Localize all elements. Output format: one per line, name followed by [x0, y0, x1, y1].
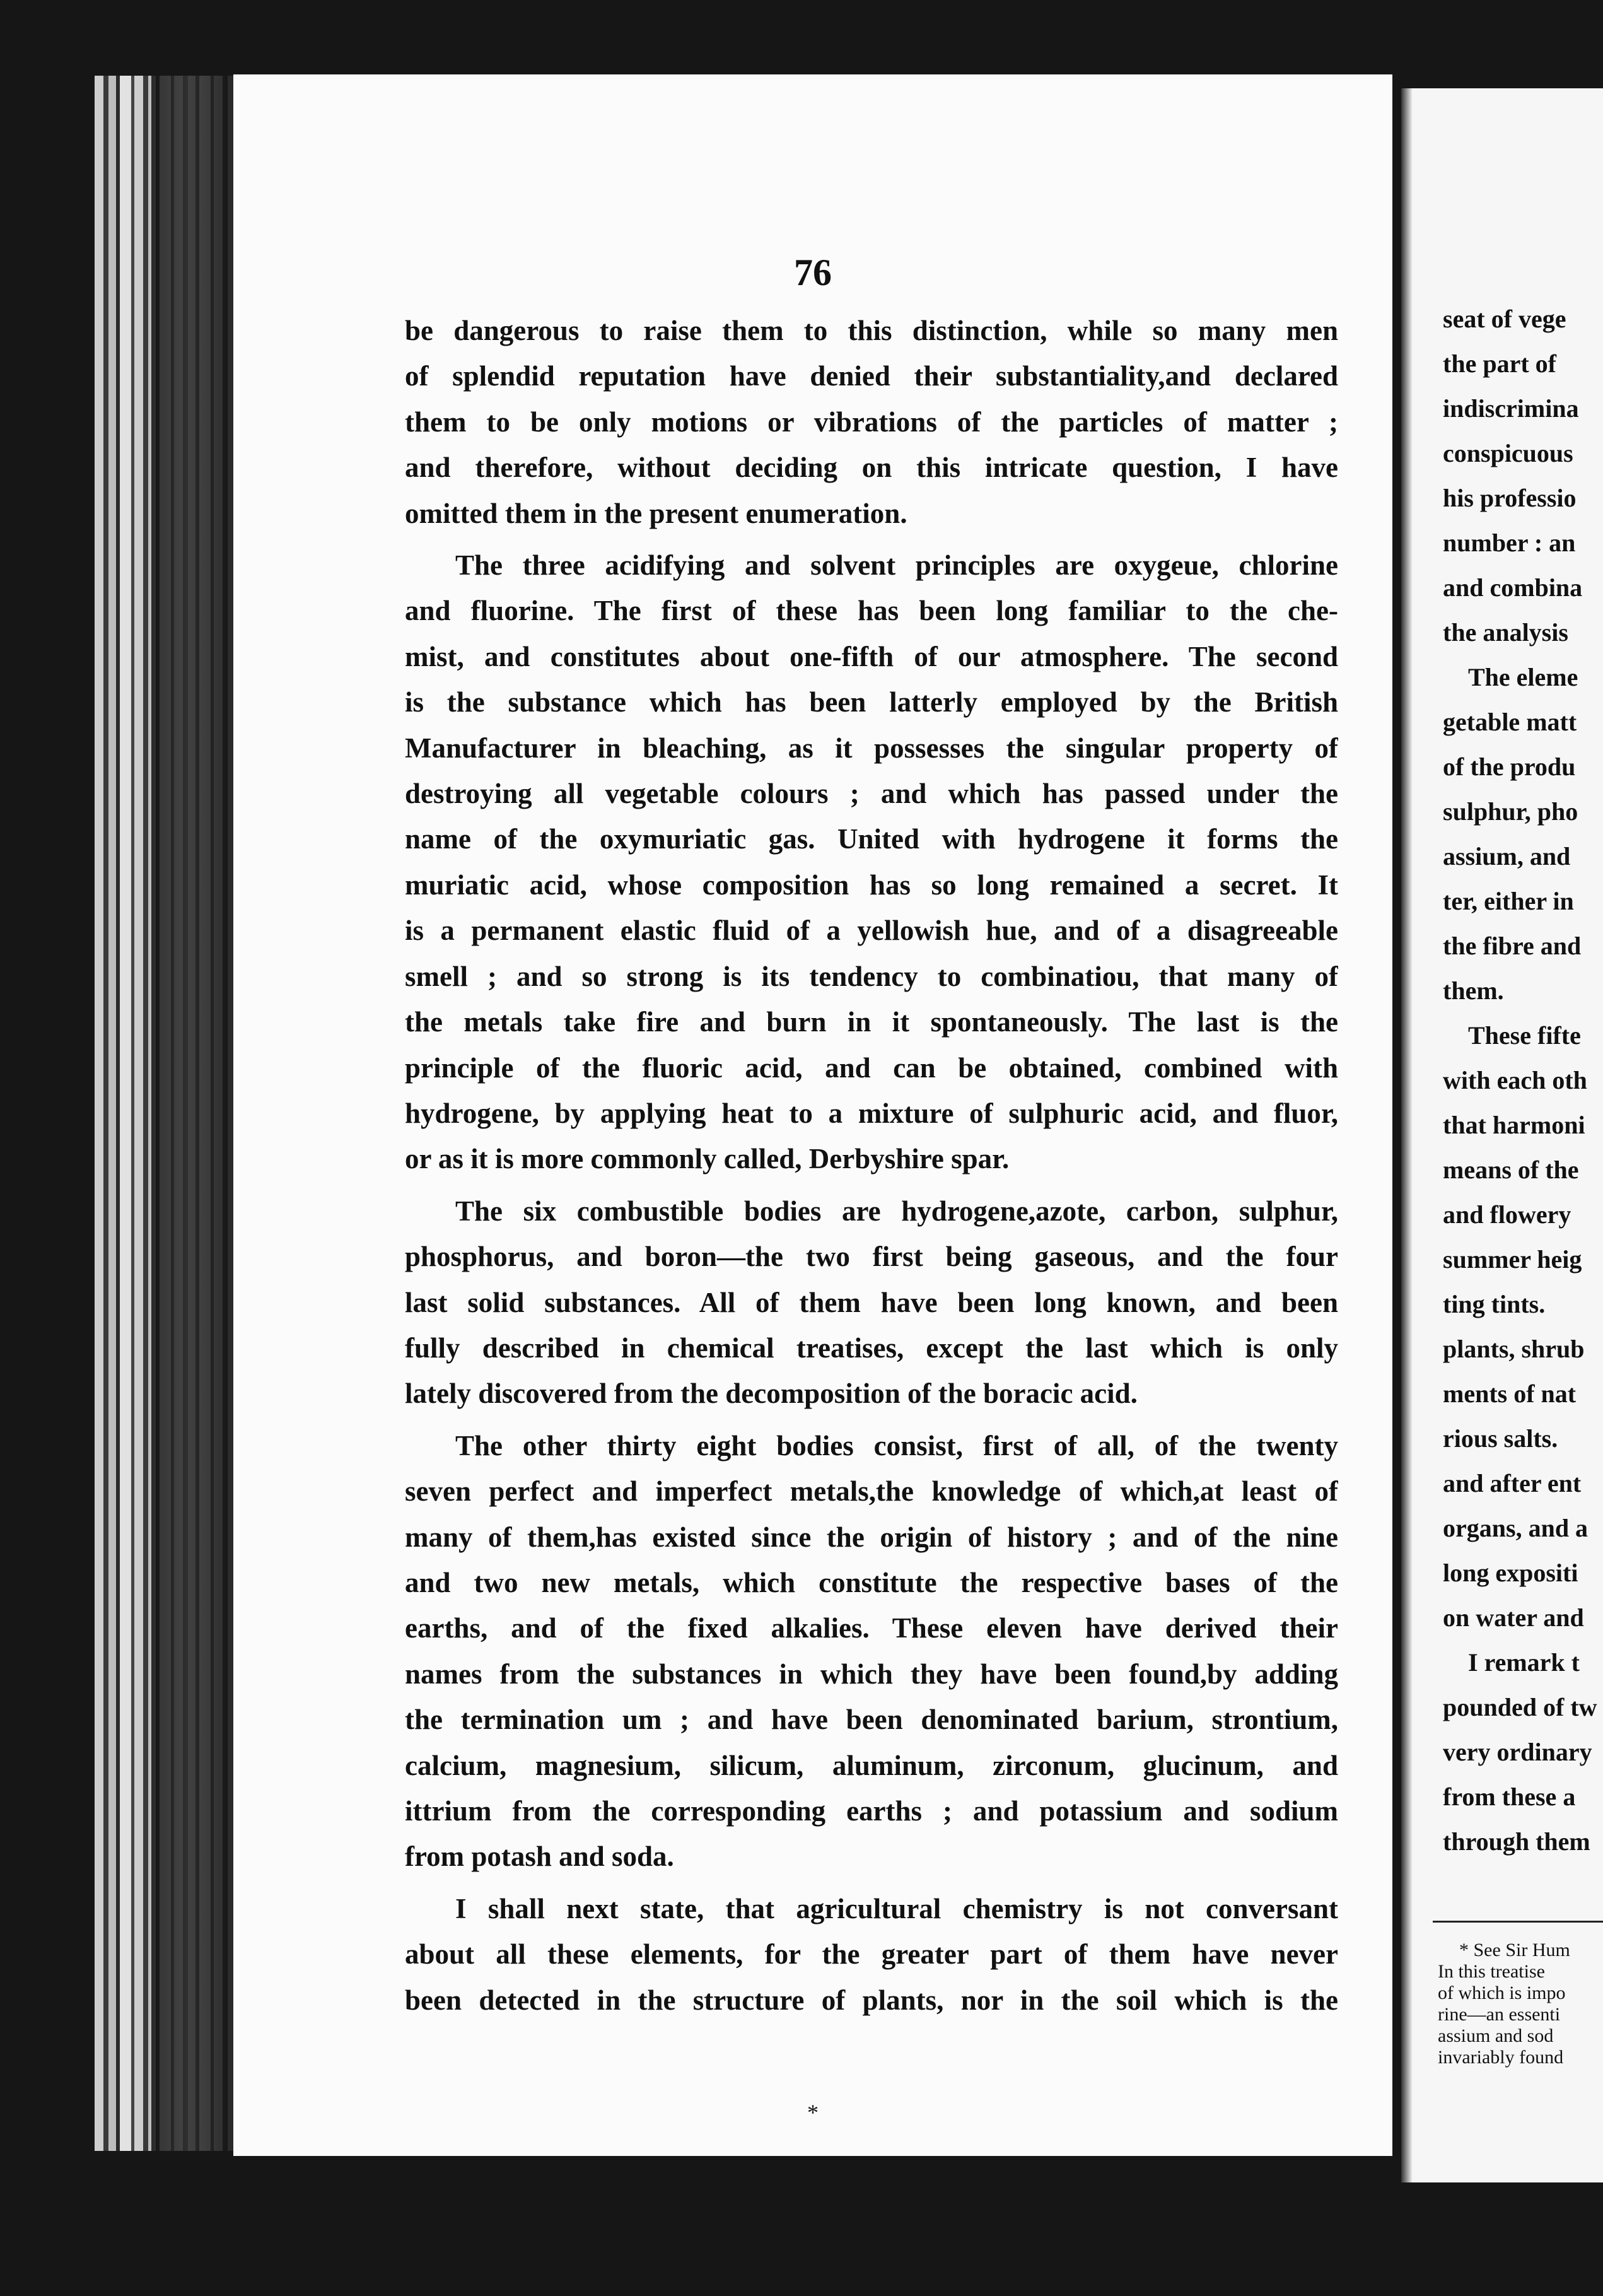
text-line: and fluorine. The first of these has been long familiar to the che- [405, 595, 1338, 627]
facing-text-line: ting tints. [1443, 1290, 1546, 1318]
facing-text-line: seat of vege [1443, 305, 1566, 333]
text-line: The three acidifying and solvent principles are oxygeue, chlorine [455, 549, 1338, 582]
facing-text-line: number : an [1443, 529, 1576, 557]
facing-text-line: conspicuous [1443, 439, 1573, 467]
facing-text-line: I remark t [1468, 1648, 1580, 1677]
facing-text-line: them. [1443, 976, 1504, 1005]
facing-text-line: means of the [1443, 1156, 1579, 1184]
text-line: name of the oxymuriatic gas. United with hydrogene it forms the [405, 823, 1338, 855]
facing-text-line: very ordinary [1443, 1738, 1592, 1766]
facing-text-line: ments of nat [1443, 1379, 1577, 1408]
text-line: smell ; and so strong is its tendency to combinatiou, that many of [405, 960, 1338, 992]
text-line: of splendid reputation have denied their substantiality,and declared [405, 360, 1338, 392]
facing-text-line: of the produ [1443, 753, 1576, 781]
text-line: and two new metals, which constitute the respective bases of the [405, 1566, 1338, 1598]
facing-text-line: The eleme [1468, 663, 1578, 691]
facing-text-line: sulphur, pho [1443, 797, 1578, 826]
facing-text-line: indiscrimina [1443, 394, 1579, 423]
facing-text-line: with each oth [1443, 1066, 1587, 1094]
text-line: seven perfect and imperfect metals,the knowledge of which,at least of [405, 1475, 1338, 1508]
footnote-line: assium and sod [1438, 2025, 1554, 2046]
text-line: mist, and constitutes about one-fifth of our atmosphere. The second [405, 640, 1338, 672]
facing-text-line: through them [1443, 1827, 1590, 1856]
text-line: I shall next state, that agricultural chemistry is not conversant [455, 1892, 1338, 1924]
text-line: about all these elements, for the greater part of them have never [405, 1938, 1338, 1971]
footnote-line: invariably found [1438, 2047, 1564, 2068]
facing-text-line: assium, and [1443, 842, 1571, 870]
text-line: last solid substances. All of them have been long known, and been [405, 1286, 1338, 1318]
text-line: names from the substances in which they have been found,by adding [405, 1658, 1338, 1690]
page-number: 76 [794, 252, 832, 293]
text-line: or as it is more commonly called, Derbyshire spar. [405, 1143, 1010, 1175]
text-line: The other thirty eight bodies consist, first of all, of the twenty [455, 1429, 1338, 1461]
facing-text-line: pounded of tw [1443, 1693, 1597, 1721]
facing-text-line: organs, and a [1443, 1514, 1588, 1542]
facing-text-line: and flowery [1443, 1200, 1571, 1229]
facing-text-line: his professio [1443, 484, 1577, 512]
facing-text-line: that harmoni [1443, 1111, 1585, 1139]
text-line: lately discovered from the decomposition of the boracic acid. [405, 1378, 1138, 1410]
footnote-line: * See Sir Hum [1459, 1940, 1570, 1960]
text-line: omitted them in the present enumeration. [405, 497, 907, 529]
facing-text-line: and combina [1443, 573, 1583, 602]
text-line: the metals take fire and burn in it spontaneously. The last is the [405, 1006, 1338, 1038]
footnote-rule [1433, 1921, 1603, 1923]
facing-text-line: rious salts. [1443, 1424, 1558, 1453]
text-line: destroying all vegetable colours ; and which has passed under the [405, 778, 1338, 810]
facing-text-line: ter, either in [1443, 887, 1574, 915]
facing-text-line: the analysis [1443, 618, 1568, 647]
facing-text-line: the part of [1443, 349, 1556, 378]
facing-page [1401, 88, 1603, 2182]
text-line: and therefore, without deciding on this intricate question, I have [405, 452, 1338, 484]
facing-text-line: summer heig [1443, 1245, 1582, 1274]
main-page [233, 74, 1392, 2156]
facing-text-line: These fifte [1468, 1021, 1581, 1050]
text-line: be dangerous to raise them to this distinction, while so many men [405, 315, 1338, 346]
facing-text-line: and after ent [1443, 1469, 1582, 1497]
text-line: muriatic acid, whose composition has so long remained a secret. It [405, 869, 1338, 901]
text-line: been detected in the structure of plants, nor in the soil which is the [405, 1984, 1338, 2016]
book-gutter-shadow [151, 76, 240, 2151]
footnote-line: of which is impo [1438, 1983, 1566, 2003]
footnote-line: In this treatise [1438, 1961, 1545, 1982]
facing-page-text [1443, 296, 1603, 1864]
text-line: from potash and soda. [405, 1841, 674, 1873]
text-line: earths, and of the fixed alkalies. These eleven have derived their [405, 1612, 1338, 1644]
text-line: ittrium from the corresponding earths ; and potassium and sodium [405, 1795, 1338, 1827]
text-line: them to be only motions or vibrations of the particles of matter ; [405, 406, 1338, 438]
facing-text-line: long expositi [1443, 1559, 1578, 1587]
facing-text-line: getable matt [1443, 708, 1577, 736]
text-line: is the substance which has been latterly employed by the British [405, 686, 1338, 718]
text-line: Manufacturer in bleaching, as it possesses the singular property of [405, 732, 1338, 764]
text-line: calcium, magnesium, silicum, aluminum, zirconum, glucinum, and [405, 1749, 1338, 1781]
text-line: many of them,has existed since the origin of history ; and of the nine [405, 1521, 1338, 1553]
text-line: is a permanent elastic fluid of a yellowish hue, and of a disagreeable [405, 915, 1338, 947]
text-line: the termination um ; and have been denominated barium, strontium, [405, 1704, 1338, 1736]
page-mark: * [807, 2100, 819, 2125]
facing-text-line: the fibre and [1443, 932, 1582, 960]
facing-page-footnote [1438, 1940, 1603, 2068]
text-line: The six combustible bodies are hydrogene,azote, carbon, sulphur, [455, 1195, 1338, 1227]
text-line: phosphorus, and boron—the two first being gaseous, and the four [405, 1241, 1338, 1273]
facing-text-line: plants, shrub [1443, 1335, 1585, 1363]
text-line: hydrogene, by applying heat to a mixture of sulphuric acid, and fluor, [405, 1097, 1338, 1129]
facing-text-line: from these a [1443, 1783, 1576, 1811]
page-body-text [405, 308, 1338, 2023]
facing-text-line: on water and [1443, 1603, 1584, 1632]
text-line: fully described in chemical treatises, except the last which is only [405, 1332, 1338, 1364]
text-line: principle of the fluoric acid, and can be obtained, combined with [405, 1051, 1338, 1084]
footnote-line: rine—an essenti [1438, 2004, 1561, 2025]
